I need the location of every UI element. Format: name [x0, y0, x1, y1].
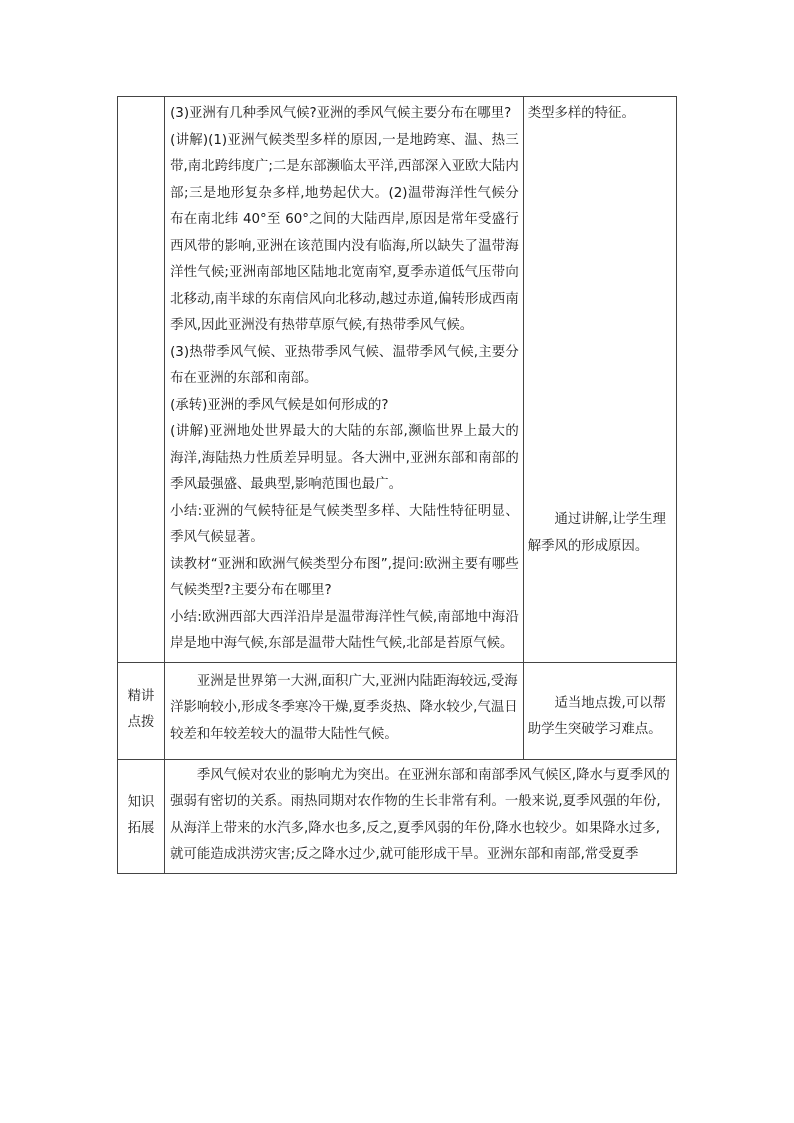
row-label-cell [118, 759, 165, 873]
design-intent-cell [523, 97, 676, 663]
row-label-jingjiang: 精讲点拨 [127, 689, 155, 731]
design-note-top: 类型多样的特征。 [527, 106, 635, 121]
lesson-plan-table [117, 96, 677, 874]
monsoon-explanation: (讲解)亚洲地处世界最大的大陆的东部,濒临世界上最大的海洋,海陆热力性质差异明显。各大洲中,亚洲东部和南部的季风最强盛、最典型,影响范围也最广。 [170, 424, 519, 492]
table-row-zhishi [118, 759, 677, 873]
lecture-content-cell [165, 97, 524, 663]
row-label-zhishi: 知识拓展 [127, 794, 155, 836]
answer-3: (3)热带季风气候、亚热带季风气候、温带季风气候,主要分布在亚洲的东部和南部。 [170, 344, 519, 386]
row-label-empty [118, 97, 165, 663]
table-row-jingjiang [118, 662, 677, 759]
summary-europe: 小结:欧洲西部大西洋沿岸是温带海洋性气候,南部地中海沿岸是地中海气候,东部是温带大陆性气候,北部是苔原气候。 [170, 609, 519, 651]
row-label-cell [118, 662, 165, 759]
design-note-monsoon: 通过讲解,让学生理解季风的形成原因。 [527, 512, 666, 554]
zhishi-content-cell [165, 759, 677, 873]
jingjiang-text: 亚洲是世界第一大洲,面积广大,亚洲内陆距海较远,受海洋影响较小,形成冬季寒冷干燥,夏季炎热、降水较少,气温日较差和年较差较大的温带大陆性气候。 [170, 673, 518, 742]
summary-asia: 小结:亚洲的气候特征是气候类型多样、大陆性特征明显、季风气候显著。 [170, 503, 519, 545]
zhishi-text: 季风气候对农业的影响尤为突出。在亚洲东部和南部季风气候区,降水与夏季风的强弱有密切的关系。雨热同期对农作物的生长非常有利。一般来说,夏季风强的年份,从海洋上带来的水汽多,降水也多,反之,夏季风弱的年份,降水也较少。如果降水过多,就可能造成洪涝灾害;反之降水过少,就可能形成干旱。亚洲东部和南部,常受夏季 [170, 767, 670, 862]
question-3: (3)亚洲有几种季风气候?亚洲的季风气候主要分布在哪里? [170, 106, 512, 121]
reading-prompt: 读教材“亚洲和欧洲气候类型分布图”,提问:欧洲主要有哪些气候类型?主要分布在哪里? [170, 556, 519, 598]
jingjiang-content-cell [165, 662, 524, 759]
explanation-paragraph: (讲解)(1)亚洲气候类型多样的原因,一是地跨寒、温、热三带,南北跨纬度广;二是东部濒临太平洋,西部深入亚欧大陆内部;三是地形复杂多样,地势起伏大。(2)温带海洋性气候分布在南北纬 40°至 60°之间的大陆西岸,原因是常年受盛行西风带的影响,亚洲在该范围内没有临海,所以缺失了温带海洋性气候;亚洲南部地区陆地北宽南窄,夏季赤道低气压带向北移动,南半球的东南信风向北移动,越过赤道,偏转形成西南季风,因此亚洲没有热带草原气候,有热带季风气候。 [170, 132, 519, 333]
jingjiang-note: 适当地点拨,可以帮助学生突破学习难点。 [527, 695, 666, 737]
transition-question: (承转)亚洲的季风气候是如何形成的? [170, 397, 389, 413]
table-row-lecture [118, 97, 677, 663]
jingjiang-note-cell [523, 662, 676, 759]
